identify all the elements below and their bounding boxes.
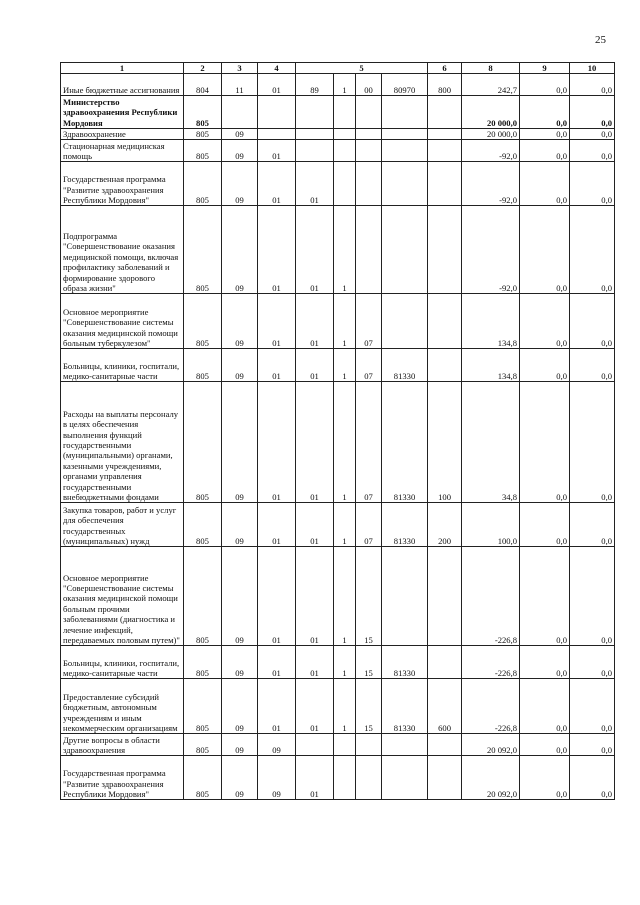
amount2-cell: 0,0 (520, 129, 570, 140)
code-pr-cell: 01 (258, 74, 296, 96)
code-gr-cell: 805 (184, 756, 222, 800)
amount2-cell: 0,0 (520, 140, 570, 162)
header-cell: 6 (428, 63, 462, 74)
code-csr3-cell (356, 96, 382, 129)
code-csr1-cell: 01 (296, 679, 334, 734)
header-cell: 4 (258, 63, 296, 74)
code-csr4-cell (382, 206, 428, 294)
code-csr2-cell: 1 (334, 646, 356, 679)
row-name-cell: Здравоохранение (61, 129, 184, 140)
code-csr4-cell (382, 294, 428, 349)
amount-cell: 34,8 (462, 382, 520, 503)
code-csr2-cell: 1 (334, 547, 356, 646)
code-csr2-cell (334, 140, 356, 162)
header-cell: 10 (570, 63, 615, 74)
amount2-cell: 0,0 (520, 679, 570, 734)
code-csr2-cell: 1 (334, 206, 356, 294)
code-gr-cell: 805 (184, 206, 222, 294)
code-csr3-cell (356, 206, 382, 294)
code-vr-cell (428, 547, 462, 646)
amount3-cell: 0,0 (570, 294, 615, 349)
amount3-cell: 0,0 (570, 74, 615, 96)
code-vr-cell (428, 129, 462, 140)
code-csr2-cell: 1 (334, 294, 356, 349)
code-csr4-cell (382, 129, 428, 140)
table-row (61, 756, 615, 800)
amount-cell: -92,0 (462, 162, 520, 206)
amount2-cell: 0,0 (520, 646, 570, 679)
code-csr1-cell: 01 (296, 382, 334, 503)
table-row (61, 162, 615, 206)
code-csr3-cell (356, 734, 382, 756)
code-gr-cell: 805 (184, 349, 222, 382)
code-csr4-cell: 81330 (382, 349, 428, 382)
code-pr-cell: 01 (258, 294, 296, 349)
row-name-cell: Расходы на выплаты персоналу в целях обеспечения выполнения функций государственными (муниципальными) органами, казенными учреждениями, органами управления государственными внебюджетными фондами (61, 382, 184, 503)
header-cell: 3 (222, 63, 258, 74)
table-row (61, 734, 615, 756)
amount3-cell: 0,0 (570, 547, 615, 646)
code-pr-cell: 01 (258, 646, 296, 679)
row-name-cell: Иные бюджетные ассигнования (61, 74, 184, 96)
code-csr2-cell: 1 (334, 503, 356, 547)
code-csr2-cell (334, 96, 356, 129)
amount-cell: -226,8 (462, 547, 520, 646)
code-csr4-cell: 81330 (382, 503, 428, 547)
amount2-cell: 0,0 (520, 162, 570, 206)
code-vr-cell (428, 349, 462, 382)
amount2-cell: 0,0 (520, 547, 570, 646)
budget-table (60, 62, 615, 800)
code-csr2-cell (334, 734, 356, 756)
code-csr4-cell: 80970 (382, 74, 428, 96)
code-csr2-cell: 1 (334, 349, 356, 382)
table-row (61, 503, 615, 547)
code-gr-cell: 805 (184, 294, 222, 349)
amount2-cell: 0,0 (520, 382, 570, 503)
code-vr-cell (428, 756, 462, 800)
code-csr3-cell: 07 (356, 349, 382, 382)
code-csr3-cell: 00 (356, 74, 382, 96)
code-gr-cell: 805 (184, 734, 222, 756)
code-csr3-cell (356, 129, 382, 140)
header-cell: 8 (462, 63, 520, 74)
code-rz-cell: 09 (222, 679, 258, 734)
code-vr-cell: 800 (428, 74, 462, 96)
amount3-cell: 0,0 (570, 734, 615, 756)
code-csr3-cell (356, 756, 382, 800)
code-csr2-cell (334, 162, 356, 206)
page-number: 25 (595, 34, 606, 46)
code-gr-cell: 804 (184, 74, 222, 96)
code-csr1-cell: 01 (296, 547, 334, 646)
row-name-cell: Больницы, клиники, госпитали, медико-санитарные части (61, 349, 184, 382)
amount3-cell: 0,0 (570, 96, 615, 129)
code-csr4-cell (382, 734, 428, 756)
code-gr-cell: 805 (184, 382, 222, 503)
amount-cell: -92,0 (462, 140, 520, 162)
code-pr-cell (258, 129, 296, 140)
table-row (61, 129, 615, 140)
amount-cell: -226,8 (462, 679, 520, 734)
code-pr-cell: 09 (258, 734, 296, 756)
code-rz-cell: 09 (222, 503, 258, 547)
code-csr3-cell (356, 162, 382, 206)
amount3-cell: 0,0 (570, 679, 615, 734)
table-row (61, 382, 615, 503)
table-row (61, 96, 615, 129)
code-pr-cell: 09 (258, 756, 296, 800)
code-csr2-cell: 1 (334, 74, 356, 96)
row-name-cell: Больницы, клиники, госпитали, медико-санитарные части (61, 646, 184, 679)
row-name-cell: Государственная программа "Развитие здравоохранения Республики Мордовия" (61, 756, 184, 800)
code-csr1-cell (296, 96, 334, 129)
header-cell: 1 (61, 63, 184, 74)
code-csr1-cell: 01 (296, 503, 334, 547)
amount3-cell: 0,0 (570, 756, 615, 800)
amount-cell: 134,8 (462, 294, 520, 349)
code-rz-cell: 09 (222, 206, 258, 294)
code-vr-cell (428, 734, 462, 756)
table-row (61, 74, 615, 96)
code-csr1-cell: 89 (296, 74, 334, 96)
code-csr4-cell (382, 96, 428, 129)
code-csr1-cell: 01 (296, 349, 334, 382)
code-vr-cell (428, 162, 462, 206)
code-csr1-cell: 01 (296, 756, 334, 800)
table-row (61, 206, 615, 294)
amount-cell: -226,8 (462, 646, 520, 679)
amount2-cell: 0,0 (520, 74, 570, 96)
amount-cell: 242,7 (462, 74, 520, 96)
code-csr1-cell: 01 (296, 206, 334, 294)
code-csr3-cell: 15 (356, 646, 382, 679)
code-vr-cell: 600 (428, 679, 462, 734)
code-gr-cell: 805 (184, 547, 222, 646)
row-name-cell: Подпрограмма "Совершенствование оказания медицинской помощи, включая профилактику заболеваний и формирование здорового образа жизни" (61, 206, 184, 294)
code-rz-cell: 09 (222, 294, 258, 349)
amount2-cell: 0,0 (520, 503, 570, 547)
row-name-cell: Основное мероприятие "Совершенствование системы оказания медицинской помощи больным прочими заболеваниями (диагностика и лечение инфекций, передаваемых половым путем)" (61, 547, 184, 646)
table-row (61, 294, 615, 349)
code-vr-cell: 200 (428, 503, 462, 547)
code-gr-cell: 805 (184, 679, 222, 734)
code-vr-cell (428, 646, 462, 679)
code-csr2-cell: 1 (334, 382, 356, 503)
row-name-cell: Министерство здравоохранения Республики Мордовия (61, 96, 184, 129)
code-csr3-cell: 07 (356, 503, 382, 547)
table-row (61, 646, 615, 679)
code-rz-cell: 09 (222, 140, 258, 162)
header-cell: 5 (296, 63, 428, 74)
code-csr2-cell (334, 756, 356, 800)
code-pr-cell: 01 (258, 162, 296, 206)
amount3-cell: 0,0 (570, 140, 615, 162)
code-csr2-cell: 1 (334, 679, 356, 734)
table-row (61, 140, 615, 162)
amount2-cell: 0,0 (520, 294, 570, 349)
row-name-cell: Стационарная медицинская помощь (61, 140, 184, 162)
amount2-cell: 0,0 (520, 734, 570, 756)
code-rz-cell: 09 (222, 734, 258, 756)
code-csr1-cell (296, 140, 334, 162)
amount3-cell: 0,0 (570, 646, 615, 679)
code-csr3-cell: 15 (356, 679, 382, 734)
code-gr-cell: 805 (184, 140, 222, 162)
code-vr-cell (428, 96, 462, 129)
code-csr4-cell: 81330 (382, 382, 428, 503)
header-cell: 9 (520, 63, 570, 74)
code-csr1-cell: 01 (296, 162, 334, 206)
amount3-cell: 0,0 (570, 382, 615, 503)
table-row (61, 547, 615, 646)
code-vr-cell: 100 (428, 382, 462, 503)
code-csr3-cell (356, 140, 382, 162)
code-rz-cell (222, 96, 258, 129)
amount-cell: 20 092,0 (462, 734, 520, 756)
code-pr-cell: 01 (258, 382, 296, 503)
code-rz-cell: 09 (222, 382, 258, 503)
amount-cell: 134,8 (462, 349, 520, 382)
amount3-cell: 0,0 (570, 349, 615, 382)
code-gr-cell: 805 (184, 96, 222, 129)
row-name-cell: Государственная программа "Развитие здравоохранения Республики Мордовия" (61, 162, 184, 206)
row-name-cell: Закупка товаров, работ и услуг для обеспечения государственных (муниципальных) нужд (61, 503, 184, 547)
amount2-cell: 0,0 (520, 206, 570, 294)
amount2-cell: 0,0 (520, 349, 570, 382)
table-row (61, 679, 615, 734)
code-vr-cell (428, 294, 462, 349)
amount-cell: 20 000,0 (462, 96, 520, 129)
code-csr2-cell (334, 129, 356, 140)
code-gr-cell: 805 (184, 646, 222, 679)
amount-cell: 20 092,0 (462, 756, 520, 800)
code-csr1-cell (296, 734, 334, 756)
code-rz-cell: 09 (222, 162, 258, 206)
amount-cell: -92,0 (462, 206, 520, 294)
code-pr-cell: 01 (258, 503, 296, 547)
code-csr3-cell: 15 (356, 547, 382, 646)
code-vr-cell (428, 140, 462, 162)
code-gr-cell: 805 (184, 503, 222, 547)
code-csr3-cell: 07 (356, 294, 382, 349)
code-rz-cell: 11 (222, 74, 258, 96)
code-csr3-cell: 07 (356, 382, 382, 503)
row-name-cell: Другие вопросы в области здравоохранения (61, 734, 184, 756)
code-pr-cell (258, 96, 296, 129)
code-rz-cell: 09 (222, 756, 258, 800)
amount2-cell: 0,0 (520, 96, 570, 129)
code-csr4-cell: 81330 (382, 679, 428, 734)
code-rz-cell: 09 (222, 547, 258, 646)
code-pr-cell: 01 (258, 349, 296, 382)
code-csr1-cell (296, 129, 334, 140)
code-gr-cell: 805 (184, 129, 222, 140)
row-name-cell: Основное мероприятие "Совершенствование системы оказания медицинской помощи больным туберкулезом" (61, 294, 184, 349)
code-rz-cell: 09 (222, 349, 258, 382)
amount3-cell: 0,0 (570, 162, 615, 206)
code-csr4-cell (382, 547, 428, 646)
amount3-cell: 0,0 (570, 129, 615, 140)
header-cell: 2 (184, 63, 222, 74)
code-pr-cell: 01 (258, 140, 296, 162)
code-csr1-cell: 01 (296, 294, 334, 349)
code-pr-cell: 01 (258, 206, 296, 294)
code-rz-cell: 09 (222, 646, 258, 679)
code-csr4-cell (382, 140, 428, 162)
code-csr4-cell: 81330 (382, 646, 428, 679)
table-row (61, 349, 615, 382)
amount2-cell: 0,0 (520, 756, 570, 800)
code-gr-cell: 805 (184, 162, 222, 206)
code-vr-cell (428, 206, 462, 294)
row-name-cell: Предоставление субсидий бюджетным, автономным учреждениям и иным некоммерческим организациям (61, 679, 184, 734)
code-rz-cell: 09 (222, 129, 258, 140)
code-csr4-cell (382, 162, 428, 206)
code-csr4-cell (382, 756, 428, 800)
header-row (61, 63, 615, 74)
amount-cell: 100,0 (462, 503, 520, 547)
amount3-cell: 0,0 (570, 206, 615, 294)
code-csr1-cell: 01 (296, 646, 334, 679)
amount3-cell: 0,0 (570, 503, 615, 547)
code-pr-cell: 01 (258, 547, 296, 646)
amount-cell: 20 000,0 (462, 129, 520, 140)
code-pr-cell: 01 (258, 679, 296, 734)
